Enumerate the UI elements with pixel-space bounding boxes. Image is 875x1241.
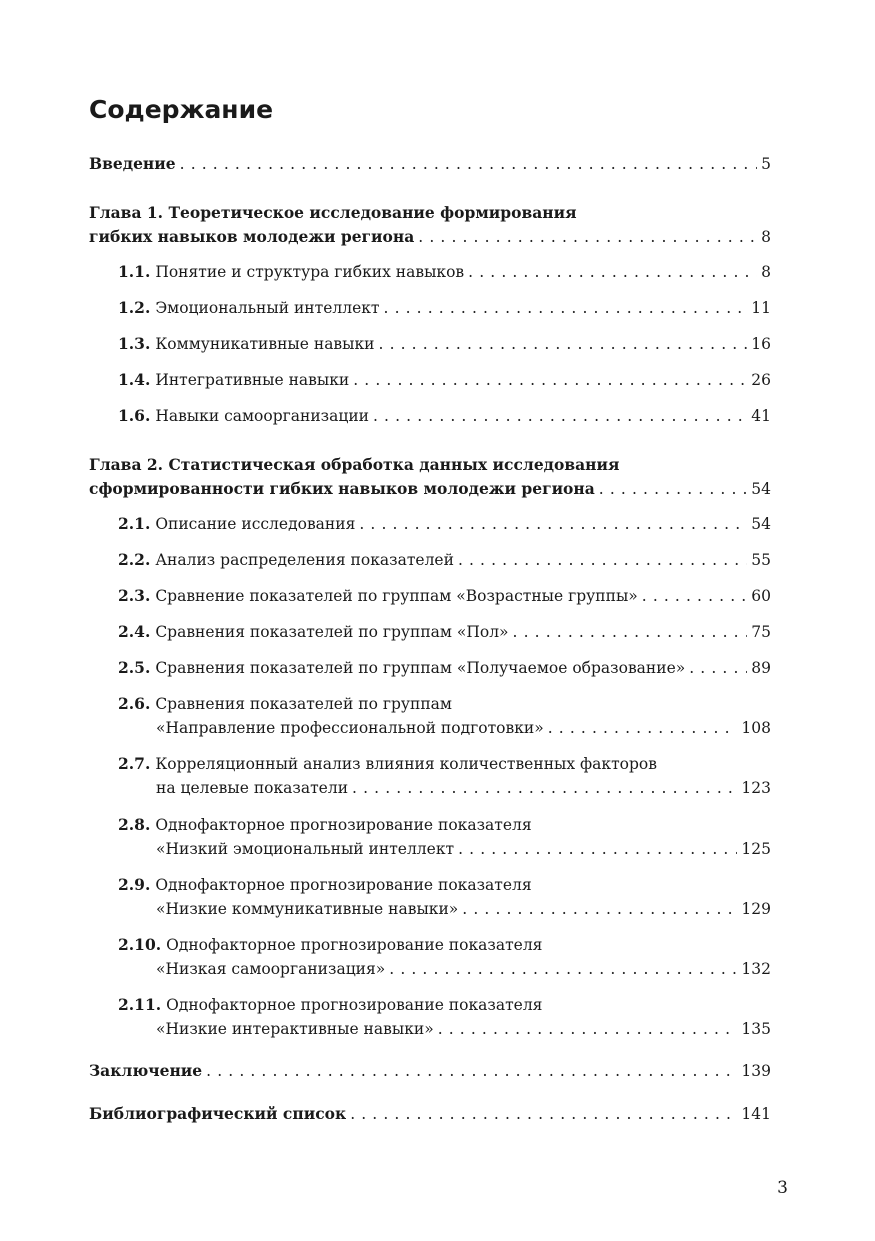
leader-dots xyxy=(599,477,747,501)
section-number: 2.8. xyxy=(118,815,151,834)
toc-entry-2-7 xyxy=(118,752,771,800)
leader-dots xyxy=(379,332,748,356)
leader-dots xyxy=(353,368,747,392)
leader-dots xyxy=(418,225,757,249)
leader-dots xyxy=(373,404,747,428)
toc-entry-text: Эмоциональный интеллект xyxy=(155,299,380,317)
toc-entry-chapter-1 xyxy=(89,201,771,249)
toc-page-number: 125 xyxy=(741,840,771,858)
toc-page-number: 8 xyxy=(761,228,771,246)
section-number: 2.7. xyxy=(118,754,151,773)
leader-dots xyxy=(468,260,757,284)
toc-page-number: 41 xyxy=(751,407,771,425)
section-number: 2.9. xyxy=(118,875,151,894)
toc-page-number: 132 xyxy=(741,960,771,978)
page-title: Содержание xyxy=(89,95,274,124)
leader-dots xyxy=(438,1017,738,1041)
section-number: 2.2. xyxy=(118,550,151,569)
leader-dots xyxy=(389,957,737,981)
leader-dots xyxy=(352,776,737,800)
toc-page-number: 108 xyxy=(741,719,771,737)
toc-entry-chapter-2 xyxy=(89,453,771,501)
toc-entry-1-1 xyxy=(118,260,771,284)
section-number: 2.1. xyxy=(118,514,151,533)
toc-entry-2-6 xyxy=(118,692,771,740)
toc-page-number: 75 xyxy=(751,623,771,641)
leader-dots xyxy=(458,548,747,572)
toc-entry-text: Интегративные навыки xyxy=(155,371,350,389)
toc-entry-text-line2: «Низкие коммуникативные навыки» xyxy=(156,900,459,918)
toc-entry-text-line2: сформированности гибких навыков молодежи региона xyxy=(89,479,595,498)
leader-dots xyxy=(180,152,757,176)
toc-entry-text-line1: Однофакторное прогнозирование показателя xyxy=(166,996,543,1014)
toc-page-number: 123 xyxy=(741,779,771,797)
toc-page-number: 89 xyxy=(751,659,771,677)
section-number: 2.4. xyxy=(118,622,151,641)
leader-dots xyxy=(458,837,737,861)
toc-entry-text: Анализ распределения показателей xyxy=(155,551,454,569)
toc-page-number: 8 xyxy=(761,263,771,281)
toc-entry-text: Заключение xyxy=(89,1061,203,1080)
toc-entry-text-line2: «Низкий эмоциональный интеллект xyxy=(156,840,455,858)
section-number: 2.5. xyxy=(118,658,151,677)
leader-dots xyxy=(513,620,748,644)
toc-page-number: 60 xyxy=(751,587,771,605)
toc-entry-text-line1: Однофакторное прогнозирование показателя xyxy=(155,876,532,894)
section-number: 2.3. xyxy=(118,586,151,605)
section-number: 2.6. xyxy=(118,694,151,713)
leader-dots xyxy=(548,716,738,740)
toc-entry-2-4 xyxy=(118,620,771,644)
toc-entry-1-6 xyxy=(118,404,771,428)
page-number-footer: 3 xyxy=(777,1178,788,1198)
leader-dots xyxy=(462,897,737,921)
section-number: 1.3. xyxy=(118,334,151,353)
leader-dots xyxy=(689,656,747,680)
toc-entry-text: Навыки самоорганизации xyxy=(155,407,369,425)
section-number: 2.10. xyxy=(118,935,162,954)
toc-entry-1-3 xyxy=(118,332,771,356)
toc-entry-2-5 xyxy=(118,656,771,680)
leader-dots xyxy=(206,1059,737,1083)
toc-entry-text: Библиографический список xyxy=(89,1104,347,1123)
section-number: 1.2. xyxy=(118,298,151,317)
toc-entry-2-8 xyxy=(118,813,771,861)
toc-page-number: 54 xyxy=(751,515,771,533)
toc-entry-text-line1: Глава 2. Статистическая обработка данных исследования xyxy=(89,455,620,474)
toc-entry-2-3 xyxy=(118,584,771,608)
toc-entry-text-line2: «Низкие интерактивные навыки» xyxy=(156,1020,434,1038)
toc-entry-2-11 xyxy=(118,993,771,1041)
toc-entry-bibliography xyxy=(89,1102,771,1126)
toc-entry-conclusion xyxy=(89,1059,771,1083)
toc-entry-text: Сравнения показателей по группам «Пол» xyxy=(155,623,509,641)
toc-page-number: 129 xyxy=(741,900,771,918)
leader-dots xyxy=(359,512,747,536)
toc-entry-text-line1: Однофакторное прогнозирование показателя xyxy=(155,816,532,834)
toc-entry-text-line2: «Низкая самоорганизация» xyxy=(156,960,386,978)
toc-entry-text-line2: на целевые показатели xyxy=(156,779,349,797)
toc-entry-intro xyxy=(89,152,771,176)
toc-entry-2-2 xyxy=(118,548,771,572)
toc-entry-text-line1: Глава 1. Теоретическое исследование формирования xyxy=(89,203,577,222)
toc-entry-2-1 xyxy=(118,512,771,536)
section-number: 1.1. xyxy=(118,262,151,281)
leader-dots xyxy=(350,1102,737,1126)
toc-page-number: 141 xyxy=(741,1105,771,1123)
toc-entry-text: Сравнения показателей по группам «Получаемое образование» xyxy=(155,659,686,677)
toc-page-number: 54 xyxy=(751,480,771,498)
toc-entry-text-line1: Однофакторное прогнозирование показателя xyxy=(166,936,543,954)
section-number: 1.4. xyxy=(118,370,151,389)
section-number: 2.11. xyxy=(118,995,162,1014)
toc-page-number: 139 xyxy=(741,1062,771,1080)
toc-page-number: 11 xyxy=(751,299,771,317)
toc-entry-2-10 xyxy=(118,933,771,981)
leader-dots xyxy=(384,296,748,320)
toc-entry-text-line1: Корреляционный анализ влияния количественных факторов xyxy=(155,755,657,773)
leader-dots xyxy=(642,584,748,608)
toc-entry-text: Описание исследования xyxy=(155,515,356,533)
toc-entry-text-line1: Сравнения показателей по группам xyxy=(155,695,452,713)
toc-page-number: 55 xyxy=(751,551,771,569)
toc-page-number: 135 xyxy=(741,1020,771,1038)
toc-entry-1-4 xyxy=(118,368,771,392)
toc-page-number: 16 xyxy=(751,335,771,353)
toc-page-number: 5 xyxy=(761,155,771,173)
toc-entry-1-2 xyxy=(118,296,771,320)
toc-entry-text-line2: гибких навыков молодежи региона xyxy=(89,227,415,246)
toc-page-number: 26 xyxy=(751,371,771,389)
toc-entry-text-line2: «Направление профессиональной подготовки» xyxy=(156,719,544,737)
toc-entry-text: Понятие и структура гибких навыков xyxy=(155,263,465,281)
section-number: 1.6. xyxy=(118,406,151,425)
toc-entry-text: Коммуникативные навыки xyxy=(155,335,375,353)
toc-entry-text: Введение xyxy=(89,154,176,173)
toc-entry-text: Сравнение показателей по группам «Возрастные группы» xyxy=(155,587,638,605)
toc-entry-2-9 xyxy=(118,873,771,921)
